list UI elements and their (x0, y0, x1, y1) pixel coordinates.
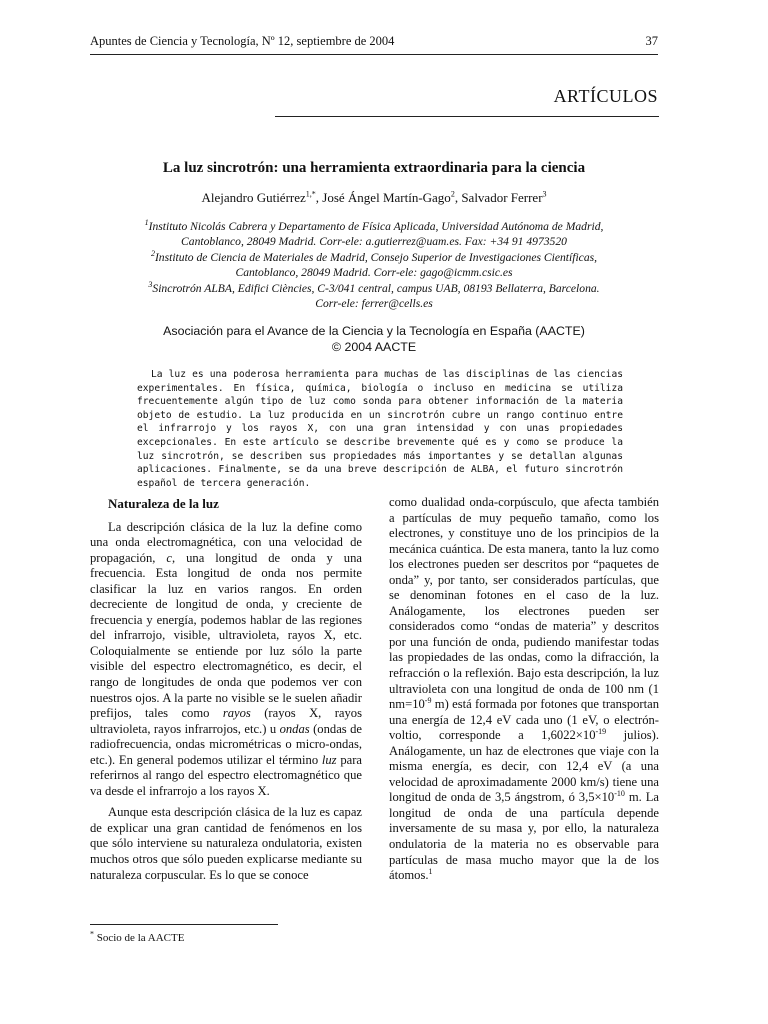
author-list: Alejandro Gutiérrez$^{1,*}$, José Ángel Martín-Gago$^2$, Salvador Ferrer$^3$ (201, 189, 547, 205)
header-divider (90, 54, 658, 55)
affiliation-3: $^3$Sincrotrón ALBA, Edifici Ciències, C-3/041 central, campus UAB, 08193 Bellaterra, Barcelona. Corr-ele: ferrer@cells.es (148, 280, 600, 310)
footnote-divider (90, 924, 278, 925)
author-marks: 3 (542, 189, 547, 199)
footnote-ref: 1 (428, 866, 433, 876)
journal-info: Apuntes de Ciencia y Tecnología, Nº 12, septiembre de 2004 (90, 34, 395, 48)
affiliation-1: $^1$Instituto Nicolás Cabrera y Departamento de Física Aplicada, Universidad Autónoma de Madrid, Cantoblanco, 28049 Madrid. Corr-ele: a.gutierrez@uam.es. Fax: +34 91 4973520 (144, 218, 604, 248)
author-marks: 1,* (305, 189, 316, 199)
left-column (90, 492, 362, 883)
author-name: Salvador Ferrer (461, 190, 543, 205)
running-head (90, 34, 658, 54)
association-block (90, 323, 658, 355)
affiliation-2: $^2$Instituto de Ciencia de Materiales de Madrid, Consejo Superior de Investigaciones Científicas, Cantoblanco, 28049 Madrid. Corr-ele: gago@icmm.csic.es (150, 249, 598, 279)
section-label: ARTÍCULOS (553, 86, 658, 106)
paragraph: Aunque esta descripción clásica de la luz es capaz de explicar una gran cantidad de fenómenos en los que sólo interviene su naturaleza ondulatoria, existen muchos otros que sólo pueden explicarse mediante su naturaleza corpuscular. Es lo que se conoce (90, 805, 362, 882)
section-divider (275, 116, 659, 117)
footnote: * Socio de la AACTE (90, 929, 185, 944)
page-number: 37 (645, 34, 658, 48)
section-heading: Naturaleza de la luz (108, 496, 219, 511)
abstract: La luz es una poderosa herramienta para muchas de las disciplinas de las ciencias experimentales. En física, química, biología o incluso en medicina se utiliza frecuentemente algún tipo de luz como sonda para obtener información de la materia objeto de estudio. La luz producida en un sincrotrón cubre un rango continuo entre el infrarrojo y los rayos X, con una gran intensidad y con unas propiedades excepcionales. En este artículo se describe brevemente qué es y como se produce la luz sincrotrón, se describen sus propiedades más importantes y se detallan algunas aplicaciones. Finalmente, se da una breve descripción de ALBA, el futuro sincrotrón español de tercera generación. (137, 369, 623, 489)
author-marks: 2 (450, 189, 455, 199)
author-name: José Ángel Martín-Gago (322, 190, 451, 205)
paragraph: La descripción clásica de la luz la define como una onda electromagnética, con una velocidad de propagación, c, una longitud de onda y una frecuencia. Esta longitud de onda nos permite clasificar la luz en varios rangos. En orden decreciente de longitud de onda, y creciente de frecuencia y energía, podemos hablar de las regiones del infrarrojo, visible, ultravioleta, rayos X, etc. Coloquialmente se entiende por luz sólo la parte visible del espectro electromagnético, es decir, el rango de longitudes de onda que podemos ver con nuestros ojos. A la parte no visible se le suelen añadir prefijos, tales como rayos (rayos X, rayos ultravioleta, rayos infrarrojos, etc.) u ondas (ondas de radiofrecuencia, ondas micrométricas o micro-ondas, etc.). En general podemos utilizar el término luz para referirnos al rango del espectro electromagnético que va desde el infrarrojo a los rayos X. (90, 519, 363, 798)
association-name: Asociación para el Avance de la Ciencia y la Tecnología en España (AACTE) (163, 324, 585, 338)
paragraph: como dualidad onda-corpúsculo, que afecta también a partículas de muy pequeño tamaño, como los electrones, y constituye uno de los principios de la mecánica cuántica. De esta manera, tanto la luz como los electrones pueden ser descritos por “paquetes de onda” y, por tanto, ser considerados partículas, que se denominan fotones en el caso de la luz. Análogamente, los electrones pueden ser considerados como “ondas de materia” y descritos por una función de onda, pudiendo manifestar todas las propiedades de las ondas, como la difracción, la refracción o la reflexión. Bajo esta descripción, la luz ultravioleta con una longitud de onda de 100 nm (1 $nm=10^{-9}$ m) está formada por fotones que transportan una energía de 12,4 eV cada uno (1 eV, o electrón-voltio, corresponde a $1,6022\times 10^{-19}$ julios). Análogamente, un haz de electrones que viaje con la misma energía, es decir, con 12,4 eV (a una velocidad de aproximadamente 2000 km/s) tiene una longitud de onda de 3,5 ángstrom, ó $3,5\times 10^{-10}$ m. La longitud de onda de una partícula depende inversamente de su masa y, por ello, la naturaleza ondulatoria de la materia no es observable para partículas de masa mucho mayor que la de los átomos.$^1$ (389, 495, 660, 883)
copyright-line: © 2004 AACTE (331, 340, 417, 354)
author-name: Alejandro Gutiérrez (201, 190, 306, 205)
right-column (389, 495, 659, 884)
article-title: La luz sincrotrón: una herramienta extraordinaria para la ciencia (162, 160, 586, 176)
